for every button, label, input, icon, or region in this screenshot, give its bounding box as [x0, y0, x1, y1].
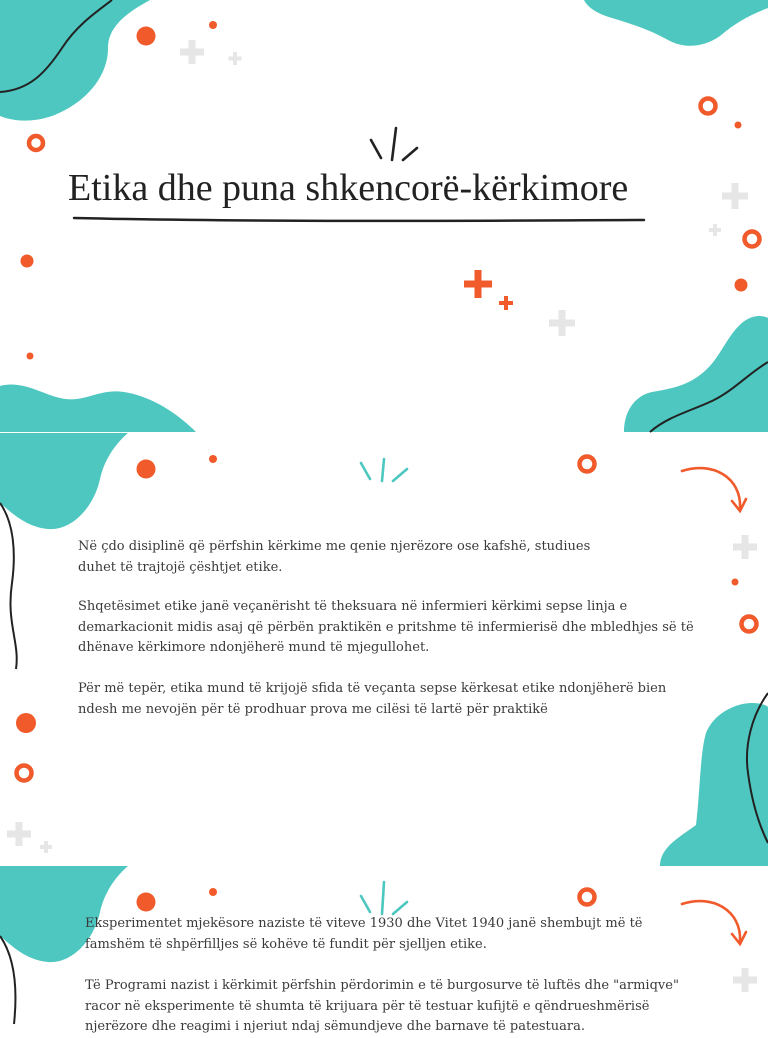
- ring-icon: [580, 457, 595, 472]
- dot-icon: [209, 21, 217, 29]
- plus-icon: [733, 968, 757, 992]
- sparkle-icon: [361, 459, 407, 481]
- plus-icon: [180, 40, 204, 64]
- blob-shape: [0, 433, 128, 529]
- dot-icon: [735, 279, 748, 292]
- plus-icon: [549, 310, 575, 336]
- paragraph: Në çdo disiplinë që përfshin kërkime me qenie njerëzore ose kafshë, studiues duhet të trajtojë çështjet etike.: [78, 539, 591, 575]
- dot-icon: [735, 122, 742, 129]
- ring-icon: [17, 766, 32, 781]
- paragraph: Për më tepër, etika mund të krijojë sfida të veçanta sepse kërkesat etike ndonjëherë bien ndesh me nevojën për të prodhuar prova me cilësi të lartë për praktikë: [78, 681, 667, 717]
- content-slide-1: [0, 433, 768, 866]
- ring-icon: [29, 136, 43, 150]
- ring-icon: [745, 232, 760, 247]
- dot-icon: [137, 27, 156, 46]
- blob-shape: [0, 0, 150, 121]
- blob-outline: [0, 503, 17, 669]
- plus-icon: [733, 535, 757, 559]
- title-slide: [0, 0, 768, 432]
- ring-icon: [701, 99, 716, 114]
- plus-icon: [229, 52, 242, 65]
- blob-shape: [624, 316, 768, 432]
- plus-icon: [464, 270, 492, 298]
- plus-icon: [40, 841, 52, 853]
- slide1-decorations: [0, 0, 768, 432]
- dot-icon: [27, 353, 34, 360]
- dot-icon: [16, 713, 36, 733]
- blob-shape: [0, 385, 196, 432]
- title-underline: [74, 218, 644, 221]
- paragraph: Të Programi nazist i kërkimit përfshin përdorimin e të burgosurve të luftës dhe "armiqve" racor në eksperimente të shumta të krijuara për të testuar kufijtë e qëndrueshmërisë njerëzore dhe reagimi i njeriut ndaj sëmundjeve dhe barnave të patestuara.: [85, 978, 679, 1034]
- plus-icon: [709, 224, 721, 236]
- dot-icon: [21, 255, 34, 268]
- paragraph: Eksperimentet mjekësore naziste të viteve 1930 dhe Vitet 1940 janë shembujt më të famshëm të shpërfilljes së kohëve të fundit për sjelljen etike.: [85, 916, 643, 952]
- ring-icon: [742, 617, 757, 632]
- sparkle-icon: [361, 882, 407, 914]
- plus-icon: [722, 183, 748, 209]
- page-title: Etika dhe puna shkencorë-kërkimore: [68, 167, 629, 209]
- blob-shape: [584, 0, 768, 46]
- dot-icon: [137, 460, 156, 479]
- blob-outline: [0, 936, 15, 1024]
- dot-icon: [209, 888, 217, 896]
- dot-icon: [732, 579, 739, 586]
- plus-icon: [7, 822, 31, 846]
- plus-icon: [499, 296, 513, 310]
- paragraph: Shqetësimet etike janë veçanërisht të theksuara në infermieri kërkimi sepse linja e demarkacionit midis asaj që përbën praktikën e pritshme të infermierisë dhe mbledhjes së të dhënave kërkimore ndonjëherë mund të mjegullohet.: [78, 599, 694, 655]
- content-slide-2: [0, 866, 768, 1034]
- ring-icon: [580, 890, 595, 905]
- curved-arrow-icon: [682, 468, 746, 511]
- sparkle-icon: [371, 128, 417, 160]
- dot-icon: [209, 455, 217, 463]
- dot-icon: [137, 893, 156, 912]
